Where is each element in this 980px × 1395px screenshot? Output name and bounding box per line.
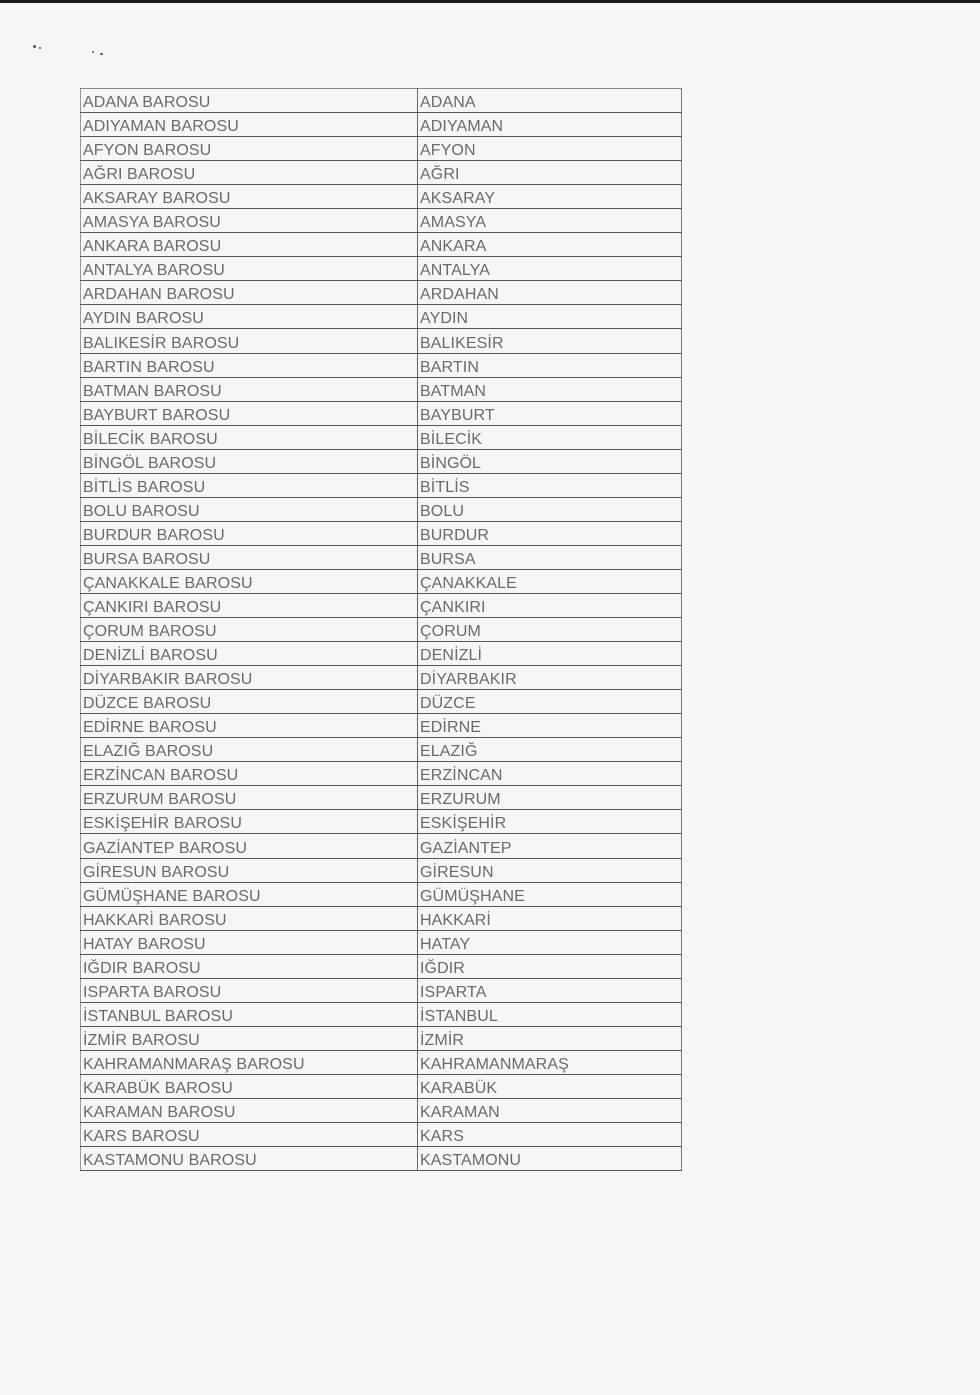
city-cell: KARABÜK [418,1074,682,1098]
city-cell: IĞDIR [418,954,682,978]
table-row [81,1050,682,1074]
bar-name-cell: ANTALYA BAROSU [81,257,418,281]
city-cell: BURDUR [418,521,682,545]
table-row [81,810,682,834]
city-cell: GÜMÜŞHANE [418,882,682,906]
bar-name-cell: ANKARA BAROSU [81,233,418,257]
bar-name-cell: BURSA BAROSU [81,545,418,569]
city-cell: ANTALYA [418,257,682,281]
bar-name-cell: AYDIN BAROSU [81,305,418,329]
bar-name-cell: BİTLİS BAROSU [81,473,418,497]
table-row [81,521,682,545]
bar-name-cell: AFYON BAROSU [81,137,418,161]
city-cell: EDİRNE [418,714,682,738]
bar-name-cell: ÇANKIRI BAROSU [81,593,418,617]
table-row [81,618,682,642]
table-row [81,257,682,281]
city-cell: HAKKARİ [418,906,682,930]
bar-name-cell: KAHRAMANMARAŞ BAROSU [81,1050,418,1074]
table-row [81,834,682,858]
city-cell: ELAZIĞ [418,738,682,762]
table-row [81,401,682,425]
table-row [81,137,682,161]
bar-name-cell: AĞRI BAROSU [81,161,418,185]
bar-name-cell: BURDUR BAROSU [81,521,418,545]
table-row [81,305,682,329]
bar-association-rows [81,89,682,1171]
bar-name-cell: EDİRNE BAROSU [81,714,418,738]
city-cell: AKSARAY [418,185,682,209]
bar-name-cell: ELAZIĞ BAROSU [81,738,418,762]
table-row [81,449,682,473]
table-row [81,978,682,1002]
bar-name-cell: BİLECİK BAROSU [81,425,418,449]
table-row [81,281,682,305]
bar-name-cell: ISPARTA BAROSU [81,978,418,1002]
bar-name-cell: GAZİANTEP BAROSU [81,834,418,858]
table-row [81,882,682,906]
city-cell: AMASYA [418,209,682,233]
table-row [81,161,682,185]
city-cell: BİTLİS [418,473,682,497]
bar-name-cell: İZMİR BAROSU [81,1026,418,1050]
table-row [81,545,682,569]
city-cell: BAYBURT [418,401,682,425]
city-cell: İZMİR [418,1026,682,1050]
city-cell: BATMAN [418,377,682,401]
city-cell: KAHRAMANMARAŞ [418,1050,682,1074]
city-cell: DENİZLİ [418,642,682,666]
table-row [81,1123,682,1147]
table-row [81,1074,682,1098]
bar-name-cell: HAKKARİ BAROSU [81,906,418,930]
city-cell: ESKİŞEHİR [418,810,682,834]
bar-name-cell: AKSARAY BAROSU [81,185,418,209]
city-cell: ÇORUM [418,618,682,642]
city-cell: HATAY [418,930,682,954]
city-cell: BİLECİK [418,425,682,449]
scan-speck [39,47,41,49]
city-cell: ERZİNCAN [418,762,682,786]
city-cell: ARDAHAN [418,281,682,305]
table-row [81,738,682,762]
city-cell: BOLU [418,497,682,521]
city-cell: DÜZCE [418,690,682,714]
table-row [81,425,682,449]
city-cell: DİYARBAKIR [418,666,682,690]
city-cell: ÇANAKKALE [418,569,682,593]
bar-name-cell: ADANA BAROSU [81,89,418,113]
city-cell: ÇANKIRI [418,593,682,617]
table-row [81,89,682,113]
table-row [81,329,682,353]
bar-name-cell: BOLU BAROSU [81,497,418,521]
table-row [81,497,682,521]
table-row [81,642,682,666]
city-cell: AĞRI [418,161,682,185]
table-row [81,858,682,882]
table-row [81,1147,682,1171]
city-cell: İSTANBUL [418,1002,682,1026]
table-row [81,1098,682,1122]
bar-name-cell: BALIKESİR BAROSU [81,329,418,353]
bar-association-table [80,88,682,1171]
table-row [81,1026,682,1050]
table-row [81,930,682,954]
table-row [81,714,682,738]
bar-name-cell: BARTIN BAROSU [81,353,418,377]
bar-name-cell: BİNGÖL BAROSU [81,449,418,473]
bar-name-cell: DÜZCE BAROSU [81,690,418,714]
bar-name-cell: ERZİNCAN BAROSU [81,762,418,786]
city-cell: GİRESUN [418,858,682,882]
table-row [81,569,682,593]
bar-name-cell: KASTAMONU BAROSU [81,1147,418,1171]
bar-name-cell: BATMAN BAROSU [81,377,418,401]
scan-speck [33,45,36,48]
table-row [81,786,682,810]
table-row [81,690,682,714]
bar-name-cell: KARAMAN BAROSU [81,1098,418,1122]
city-cell: KARAMAN [418,1098,682,1122]
table-row [81,666,682,690]
table-row [81,113,682,137]
city-cell: BALIKESİR [418,329,682,353]
bar-name-cell: HATAY BAROSU [81,930,418,954]
city-cell: ADANA [418,89,682,113]
table-row [81,353,682,377]
bar-name-cell: ERZURUM BAROSU [81,786,418,810]
table-row [81,954,682,978]
city-cell: BİNGÖL [418,449,682,473]
bar-name-cell: AMASYA BAROSU [81,209,418,233]
city-cell: AFYON [418,137,682,161]
bar-name-cell: IĞDIR BAROSU [81,954,418,978]
bar-name-cell: BAYBURT BAROSU [81,401,418,425]
city-cell: ERZURUM [418,786,682,810]
table-row [81,593,682,617]
city-cell: GAZİANTEP [418,834,682,858]
city-cell: AYDIN [418,305,682,329]
bar-name-cell: DİYARBAKIR BAROSU [81,666,418,690]
table-row [81,473,682,497]
city-cell: ANKARA [418,233,682,257]
bar-name-cell: ARDAHAN BAROSU [81,281,418,305]
table-row [81,377,682,401]
bar-name-cell: GÜMÜŞHANE BAROSU [81,882,418,906]
table-row [81,185,682,209]
city-cell: BARTIN [418,353,682,377]
city-cell: KASTAMONU [418,1147,682,1171]
city-cell: ISPARTA [418,978,682,1002]
bar-name-cell: ESKİŞEHİR BAROSU [81,810,418,834]
table-row [81,233,682,257]
table-row [81,209,682,233]
city-cell: KARS [418,1123,682,1147]
city-cell: BURSA [418,545,682,569]
table-row [81,906,682,930]
bar-name-cell: DENİZLİ BAROSU [81,642,418,666]
scan-speck [100,53,103,55]
bar-name-cell: İSTANBUL BAROSU [81,1002,418,1026]
bar-name-cell: ADIYAMAN BAROSU [81,113,418,137]
table-row [81,1002,682,1026]
bar-name-cell: KARS BAROSU [81,1123,418,1147]
city-cell: ADIYAMAN [418,113,682,137]
bar-name-cell: KARABÜK BAROSU [81,1074,418,1098]
scan-speck [92,51,94,53]
bar-name-cell: ÇORUM BAROSU [81,618,418,642]
table-row [81,762,682,786]
bar-name-cell: ÇANAKKALE BAROSU [81,569,418,593]
bar-name-cell: GİRESUN BAROSU [81,858,418,882]
